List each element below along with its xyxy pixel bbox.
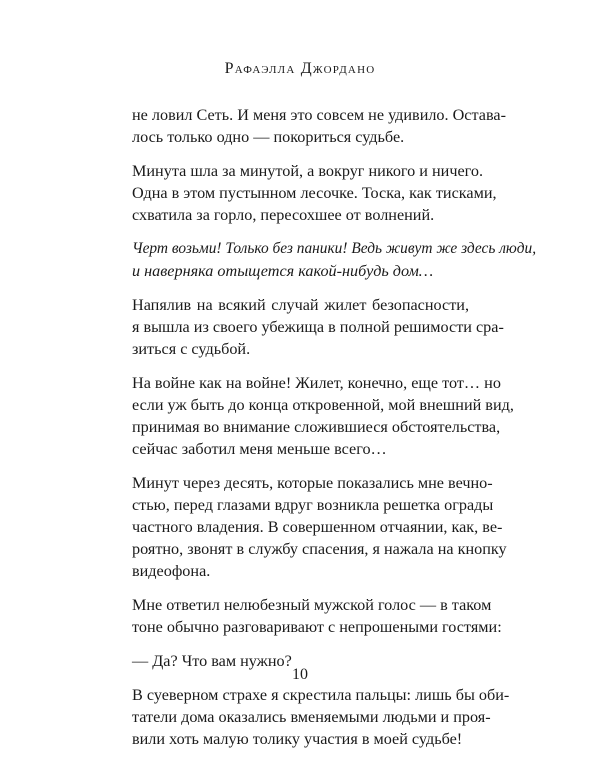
text-line: Одна в этом пустынном лесочке. Тоска, как тисками,	[132, 184, 497, 202]
paragraph	[132, 160, 497, 226]
text-line: вили хоть малую толику участия в моей судьбе!	[132, 730, 463, 748]
running-head: Рафаэлла Джордано	[224, 60, 376, 77]
text-line: стью, перед глазами вдруг возникла решетка ограды	[132, 496, 494, 514]
page-number: 10	[292, 666, 308, 683]
text-line: принимая во внимание сложившиеся обстоятельства,	[132, 418, 501, 436]
text-line: зиться с судьбой.	[132, 340, 251, 358]
text-line: Минута шла за минутой, а вокруг никого и ничего.	[132, 162, 484, 180]
paragraph	[132, 294, 504, 360]
text-line: и наверняка отыщется какой-нибудь дом…	[132, 262, 434, 280]
paragraph	[132, 372, 514, 460]
text-line: сейчас заботил меня меньше всего…	[132, 440, 387, 458]
body-text	[132, 104, 537, 762]
text-line: я вышла из своего убежища в полной решимости сра-	[132, 318, 504, 336]
text-line: Мне ответил нелюбезный мужской голос — в таком	[132, 596, 492, 614]
text-line: Напялив на всякий случай жилет безопасности,	[132, 296, 469, 314]
text-line: не ловил Сеть. И меня это совсем не удивило. Остава-	[132, 106, 506, 124]
text-line: если уж быть до конца откровенной, мой внешний вид,	[132, 396, 514, 414]
text-line: видеофона.	[132, 562, 211, 580]
text-line: частного владения. В совершенном отчаянии, как, ве-	[132, 518, 503, 536]
text-line: лось только одно — покориться судьбе.	[132, 128, 405, 146]
text-line: В суеверном страхе я скрестила пальцы: лишь бы оби-	[132, 686, 510, 704]
italic-paragraph	[132, 238, 537, 282]
paragraph	[132, 594, 502, 638]
text-line: Минут через десять, которые показались мне вечно-	[132, 474, 493, 492]
text-line: тоне обычно разговаривают с непрошеными гостями:	[132, 618, 502, 636]
text-line: Черт возьми! Только без паники! Ведь живут же здесь люди,	[132, 240, 537, 257]
text-line: — Да? Что вам нужно?	[132, 652, 292, 670]
text-line: На войне как на войне! Жилет, конечно, еще тот… но	[132, 374, 501, 392]
text-line: татели дома оказались вменяемыми людьми и проя-	[132, 708, 491, 726]
paragraph	[132, 472, 507, 582]
paragraph	[132, 104, 506, 148]
text-line: схватила за горло, пересохшее от волнений.	[132, 206, 435, 224]
text-line: роятно, звонят в службу спасения, я нажала на кнопку	[132, 540, 507, 558]
paragraph	[132, 684, 510, 750]
